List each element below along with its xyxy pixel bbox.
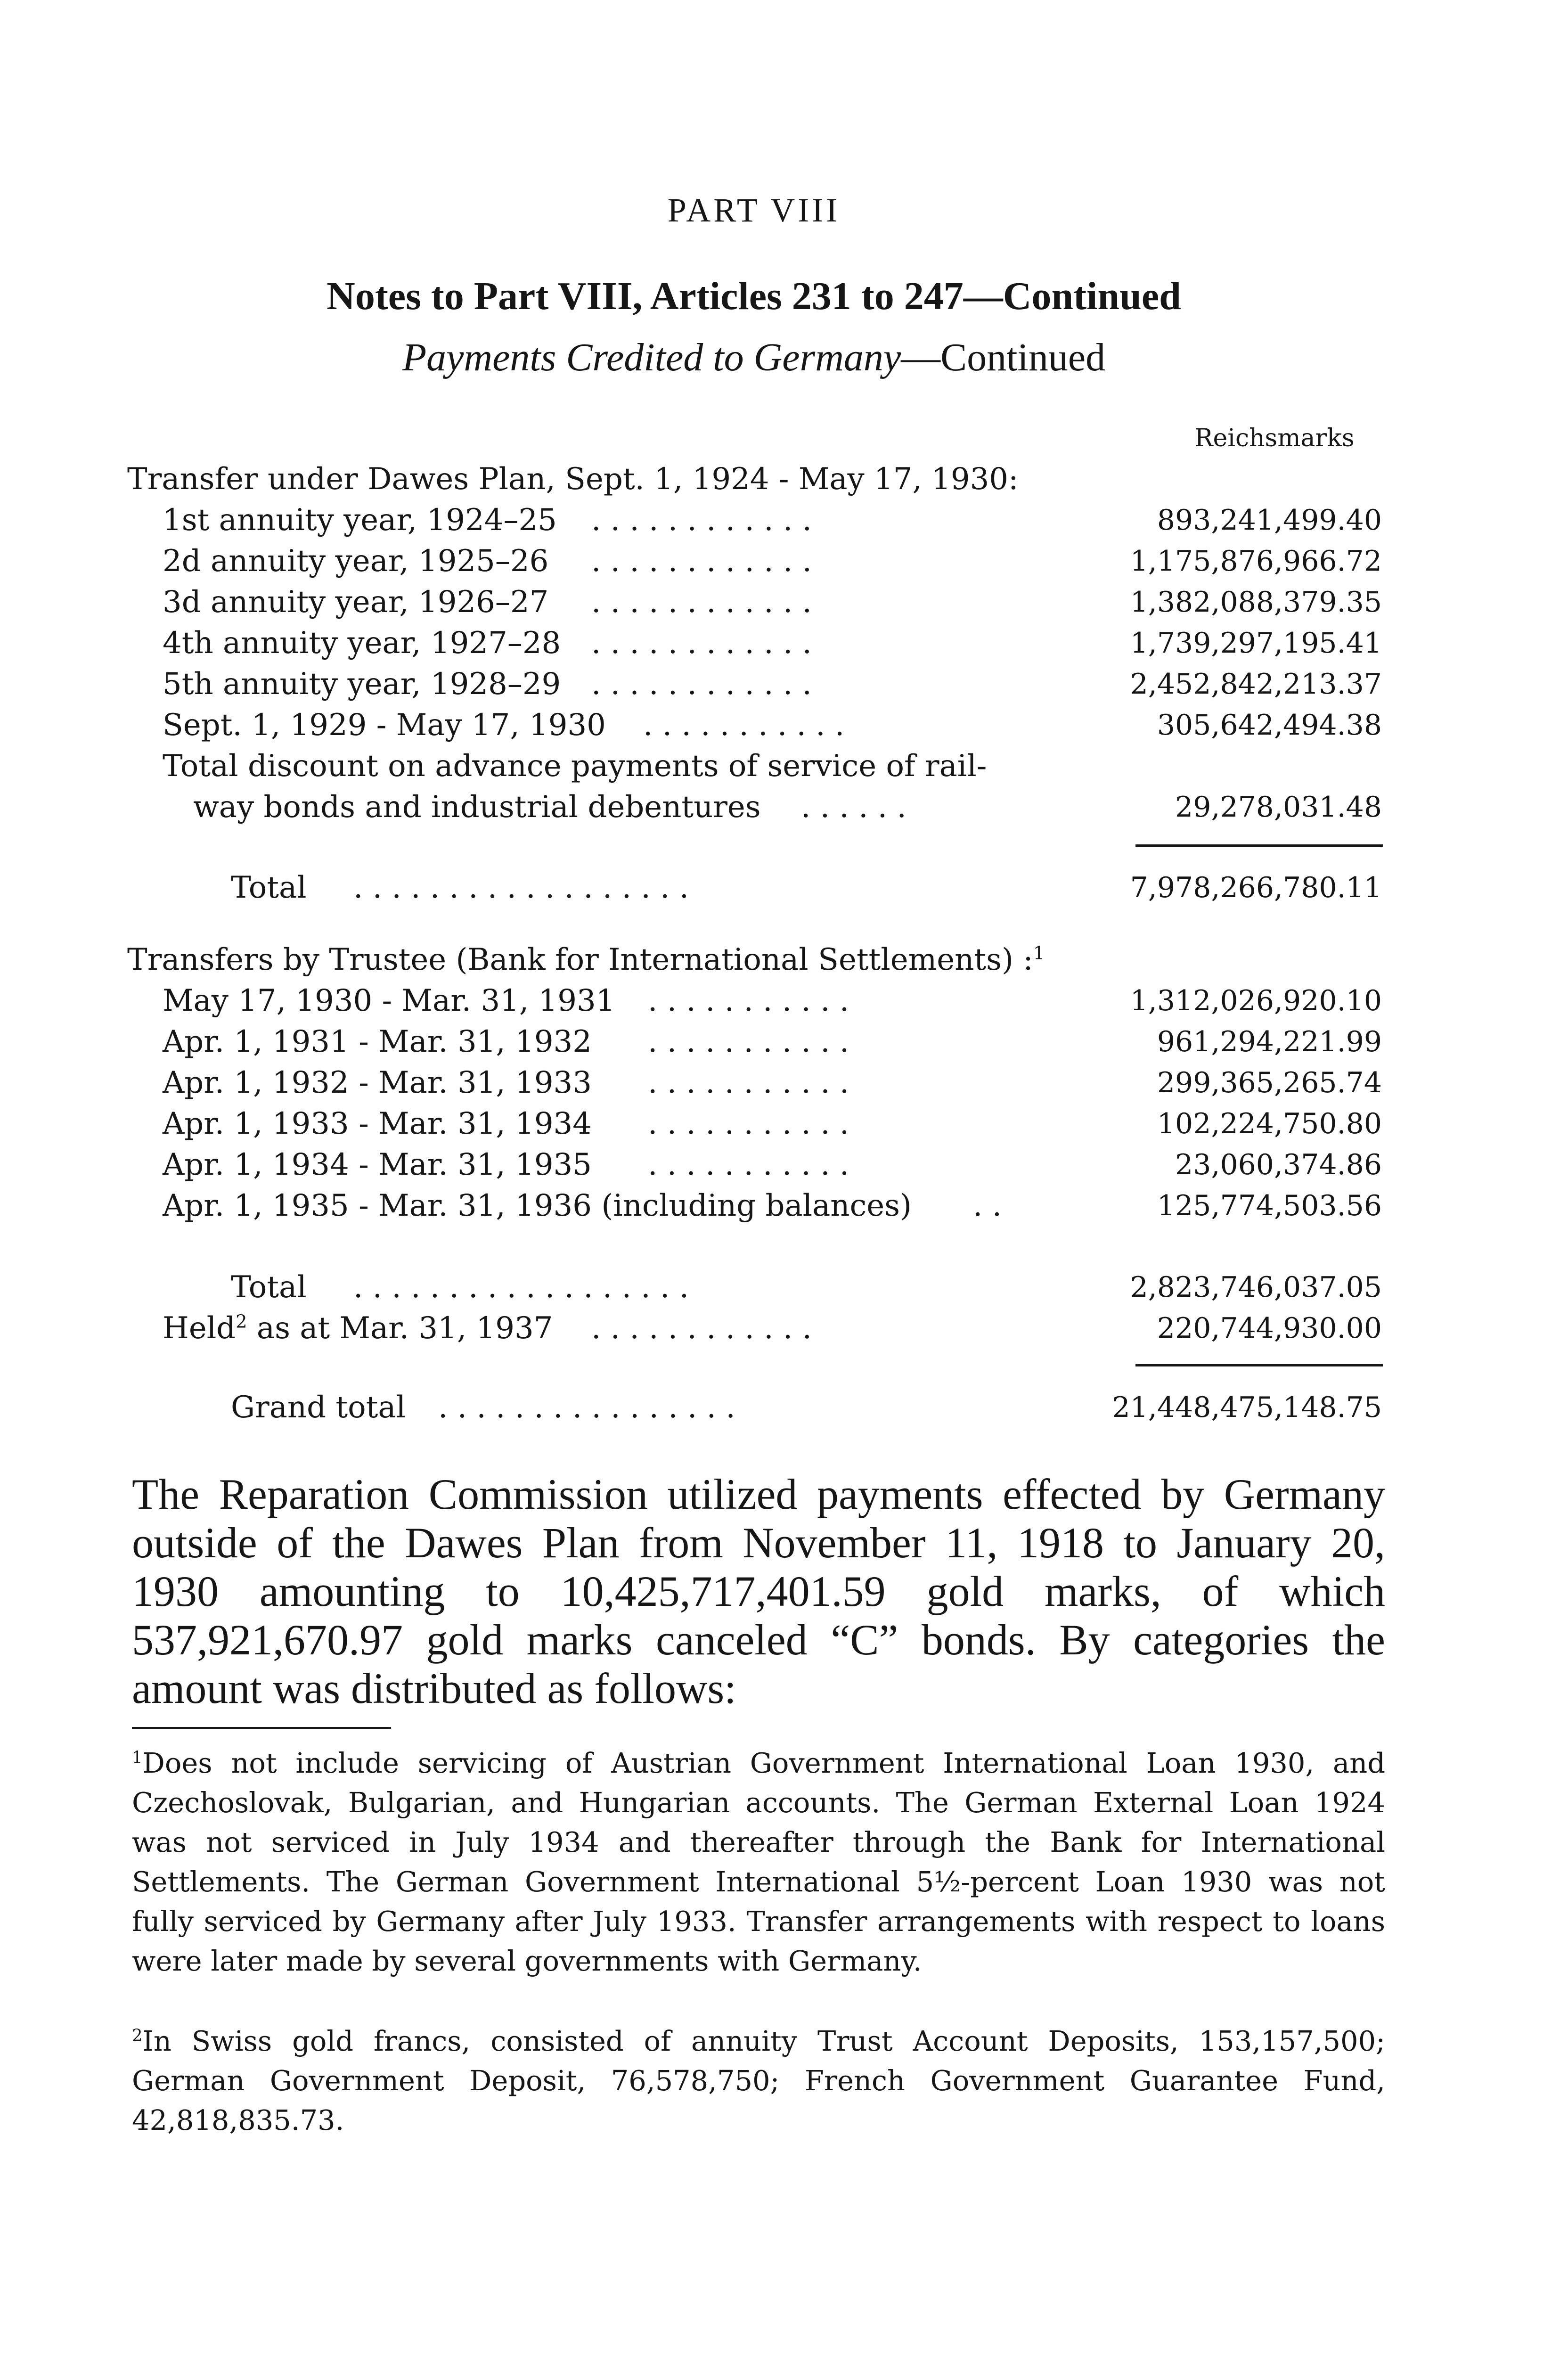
leader-dots: . . . . . . . . . . . . [591, 585, 812, 620]
trustee-total-row [0, 1268, 1568, 1308]
row-value: 7,978,266,780.11 [1130, 871, 1382, 904]
row-value: 1,312,026,920.10 [1130, 984, 1382, 1017]
footnote-divider [132, 1727, 391, 1729]
table-row [0, 1145, 1568, 1185]
row-value: 1,382,088,379.35 [1130, 586, 1382, 619]
dawes-heading-row [0, 459, 1568, 499]
discount-row-line2 [0, 787, 1568, 827]
held-label-date: as at Mar. 31, 1937 [247, 1311, 553, 1346]
row-value: 1,175,876,966.72 [1130, 545, 1382, 578]
table-row [0, 582, 1568, 622]
held-row [0, 1309, 1568, 1349]
footnote-ref: 2 [236, 1311, 247, 1333]
row-value: 220,744,930.00 [1157, 1312, 1382, 1345]
leader-dots: . . . . . . . . . . . [648, 1106, 849, 1141]
leader-dots: . . . . . . . . . . . . [591, 667, 812, 702]
row-label [163, 1309, 553, 1349]
trustee-heading [127, 940, 1045, 980]
row-label: Total discount on advance payments of service of rail- [163, 749, 987, 784]
dawes-heading: Transfer under Dawes Plan, Sept. 1, 1924 - May 17, 1930: [127, 462, 1019, 497]
row-value: 21,448,475,148.75 [1112, 1391, 1382, 1424]
dawes-total-row [0, 868, 1568, 908]
leader-dots: . . . . . . . . . . . . [591, 1311, 812, 1346]
leader-dots: . . . . . . . . . . . [648, 1147, 849, 1182]
table-row [0, 1022, 1568, 1062]
table-row [0, 1104, 1568, 1144]
body-paragraph: The Reparation Commission utilized payments effected by Germany outside of the Dawes Plan from November 11, 1918 to January 20, 1930 amounting to 10,425,717,401.59 gold marks, of which 537,921,670.97 gold marks canceled “C” bonds. By categories the amount was distributed as follows: [132, 1470, 1385, 1712]
row-label: Apr. 1, 1934 - Mar. 31, 1935 [163, 1147, 592, 1182]
row-value: 305,642,494.38 [1157, 709, 1382, 742]
grand-total-row [0, 1388, 1568, 1428]
row-label: Total [231, 1270, 307, 1305]
row-value: 893,241,499.40 [1157, 504, 1382, 537]
leader-dots: . . . . . . . . . . . . . . . . . . [353, 870, 689, 905]
row-value: 102,224,750.80 [1157, 1107, 1382, 1140]
row-value: 23,060,374.86 [1175, 1148, 1382, 1181]
leader-dots: . . . . . . [801, 790, 906, 825]
leader-dots: . . . . . . . . . . . [643, 708, 845, 743]
leader-dots: . . . . . . . . . . . . [591, 544, 812, 579]
row-label: Grand total [231, 1390, 406, 1425]
table-row [0, 500, 1568, 540]
footnote-1 [132, 1743, 1385, 1981]
table-row [0, 623, 1568, 663]
leader-dots: . . . . . . . . . . . [648, 1024, 849, 1059]
row-label: Apr. 1, 1935 - Mar. 31, 1936 (including balances) [163, 1188, 912, 1223]
table-row [0, 705, 1568, 745]
row-label: May 17, 1930 - Mar. 31, 1931 [163, 983, 615, 1018]
table-row [0, 541, 1568, 581]
footnote-mark: 1 [132, 1748, 143, 1767]
footnote-ref: 1 [1033, 942, 1045, 964]
leader-dots: . . . . . . . . . . . . [591, 503, 812, 538]
trustee-heading-row [0, 940, 1568, 980]
row-label: Sept. 1, 1929 - May 17, 1930 [163, 708, 606, 743]
row-value: 2,452,842,213.37 [1130, 668, 1382, 701]
payments-subtitle-italic: Payments Credited to Germany [402, 335, 901, 379]
row-label: 1st annuity year, 1924–25 [163, 503, 557, 538]
notes-title: Notes to Part VIII, Articles 231 to 247—Continued [327, 274, 1181, 318]
row-label: 3d annuity year, 1926–27 [163, 585, 549, 620]
leader-dots: . . . . . . . . . . . [648, 983, 849, 1018]
row-label: Total [231, 870, 307, 905]
leader-dots: . . . . . . . . . . . . . . . . [438, 1390, 735, 1425]
discount-row-line1 [0, 746, 1568, 786]
held-label: Held [163, 1311, 236, 1346]
row-value: 125,774,503.56 [1157, 1189, 1382, 1222]
grand-total-rule [1135, 1364, 1383, 1366]
column-header: Reichsmarks [1194, 424, 1355, 452]
row-value: 299,365,265.74 [1157, 1066, 1382, 1099]
part-title: PART VIII [667, 191, 841, 229]
footnote-text: Does not include servicing of Austrian Government International Loan 1930, and Czechoslovak, Bulgarian, and Hungarian accounts. The German External Loan 1924 was not serviced in July 1934 and thereafter through the Bank for International Settlements. The German Government International 5½-percent Loan 1930 was not fully serviced by Germany after July 1933. Transfer arrangements with respect to loans were later made by several governments with Germany. [132, 1747, 1385, 1977]
row-value: 29,278,031.48 [1175, 791, 1382, 824]
row-value: 1,739,297,195.41 [1130, 627, 1382, 660]
leader-dots: . . . . . . . . . . . . [591, 626, 812, 661]
row-label: way bonds and industrial debentures [193, 790, 761, 825]
leader-dots: . . . . . . . . . . . . . . . . . . [353, 1270, 689, 1305]
row-label: Apr. 1, 1933 - Mar. 31, 1934 [163, 1106, 592, 1141]
table-row [0, 1186, 1568, 1226]
row-value: 961,294,221.99 [1157, 1025, 1382, 1058]
leader-dots: . . [973, 1188, 1002, 1223]
footnote-2 [132, 2021, 1385, 2140]
payments-subtitle-suffix: —Continued [901, 335, 1106, 379]
row-label: 4th annuity year, 1927–28 [163, 626, 561, 661]
trustee-heading-text: Transfers by Trustee (Bank for International Settlements) : [127, 942, 1033, 977]
row-label: Apr. 1, 1932 - Mar. 31, 1933 [163, 1065, 592, 1100]
payments-subtitle [0, 335, 1508, 380]
row-label: Apr. 1, 1931 - Mar. 31, 1932 [163, 1024, 592, 1059]
row-label: 2d annuity year, 1925–26 [163, 544, 549, 579]
footnote-mark: 2 [132, 2026, 143, 2045]
row-value: 2,823,746,037.05 [1130, 1271, 1382, 1304]
table-row [0, 1063, 1568, 1103]
leader-dots: . . . . . . . . . . . [648, 1065, 849, 1100]
subtotal-rule [1135, 844, 1383, 847]
footnote-text: In Swiss gold francs, consisted of annuity Trust Account Deposits, 153,157,500; German Government Deposit, 76,578,750; French Government Guarantee Fund, 42,818,835.73. [132, 2025, 1385, 2136]
row-label: 5th annuity year, 1928–29 [163, 667, 561, 702]
table-row [0, 981, 1568, 1021]
table-row [0, 664, 1568, 704]
